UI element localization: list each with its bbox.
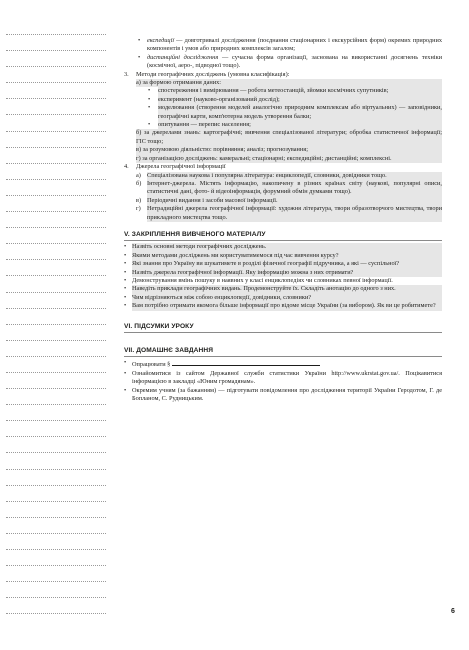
list-item: • Чим відрізняються між собою енциклопедії, довідники, словники? xyxy=(124,294,442,302)
bullet-icon: • xyxy=(124,268,127,276)
note-line xyxy=(6,195,106,196)
note-line xyxy=(6,82,106,83)
bullet-icon: • xyxy=(124,285,127,293)
note-line xyxy=(6,179,106,180)
bullet-icon: • xyxy=(124,243,127,251)
list-item-remote xyxy=(138,54,442,71)
note-line xyxy=(6,613,106,614)
sources-heading: 4. Джерела географічної інформації xyxy=(124,163,226,171)
list-item: • Назвіть основні методи географічних досліджень. xyxy=(124,243,442,251)
list-item: • моделювання (створення моделей аналогічно природним комплексам або віртуальних) — заповідники, географічні карти, комп'ютерна модель утворення балки; xyxy=(148,104,442,120)
bullet-icon: • xyxy=(148,87,151,95)
bullet-icon: • xyxy=(124,359,127,367)
notes-margin xyxy=(0,34,112,629)
list-item: • експеримент (науково-організований дослід); xyxy=(148,96,442,104)
lesson-content xyxy=(124,37,442,403)
list-item: • Назвіть джерела географічної інформації. Яку інформацію можна з них отримати? xyxy=(124,269,442,277)
list-item-expeditions xyxy=(138,37,442,54)
homework-list xyxy=(124,359,442,403)
methods-subpoint-a: а) за формою отримання даних: xyxy=(136,79,442,87)
note-line xyxy=(6,50,106,51)
note-line xyxy=(6,517,106,518)
note-line xyxy=(6,597,106,598)
note-line xyxy=(6,565,106,566)
note-line xyxy=(6,259,106,260)
bullet-icon: • xyxy=(124,293,127,301)
note-line xyxy=(6,147,106,148)
term-remote: дистанційні дослідження xyxy=(147,53,219,61)
note-line xyxy=(6,275,106,276)
note-line xyxy=(6,581,106,582)
note-line xyxy=(6,131,106,132)
note-line xyxy=(6,404,106,405)
methods-subpoint-b: б) за джерелами знань: картографічні; вивчення спеціалізованої літератури; обробка статистичної інформації; ГІС тощо; xyxy=(136,129,442,145)
note-line xyxy=(6,469,106,470)
note-line xyxy=(6,292,106,293)
note-line xyxy=(6,501,106,502)
note-line xyxy=(6,308,106,309)
bullet-icon: • xyxy=(124,386,127,394)
item-number: 4. xyxy=(124,163,129,171)
bullet-icon: • xyxy=(124,302,127,310)
sources-item: а) Спеціалізована наукова і популярна література: енциклопедії, словники, довідники тощо. xyxy=(136,172,442,180)
bullet-icon: • xyxy=(124,276,127,284)
methods-subpoint-g: г) за організацією досліджень: камеральні; стаціонарні; експедиційні; дистанційні; комплексні. xyxy=(136,155,442,163)
bullet-icon: • xyxy=(124,369,127,377)
note-line xyxy=(6,452,106,453)
list-item: • спостереження і вимірювання — робота метеостанцій, зйомки космічних супутників; xyxy=(148,87,442,95)
note-line xyxy=(6,436,106,437)
bullet-icon: • xyxy=(138,37,141,44)
answer-blank[interactable] xyxy=(172,359,320,366)
sources-item: в) Періодичні видання і засоби масової інформації. xyxy=(136,197,442,205)
note-line xyxy=(6,227,106,228)
note-line xyxy=(6,549,106,550)
note-line xyxy=(6,356,106,357)
bullet-icon: • xyxy=(138,53,141,61)
section-title-homework: VII. ДОМАШНЄ ЗАВДАННЯ xyxy=(124,347,442,357)
list-item: • Які знання про Україну ви шукатимете в розділі фізичної географії підручника, а які — суспільної? xyxy=(124,260,442,268)
bullet-icon: • xyxy=(124,251,127,259)
note-line xyxy=(6,34,106,35)
section-title-consolidation: V. ЗАКРІПЛЕННЯ ВИВЧЕНОГО МАТЕРІАЛУ xyxy=(124,231,442,241)
list-item: • Вам потрібно отримати якомога більше інформації про відоме місце України (за вибором). Як ви це робитимете? xyxy=(124,302,442,310)
note-line xyxy=(6,372,106,373)
list-item: • Якими методами досліджень ми користуватимемося під час вивчення курсу? xyxy=(124,252,442,260)
note-line xyxy=(6,211,106,212)
section-title-summary: VI. ПІДСУМКИ УРОКУ xyxy=(124,323,442,333)
note-line xyxy=(6,98,106,99)
definition-expeditions: — довготривалі дослідження (поєднання стаціонарних і екскурсійних форм) окремих природних компонентів і умов або природних комплексів загалом; xyxy=(147,37,442,53)
list-item: • Демонстрування вмінь пошуку в наявних у класі енциклопедіях чи словниках певної інформації. xyxy=(124,276,393,284)
bullet-icon: • xyxy=(148,121,151,129)
note-line xyxy=(6,420,106,421)
list-item: • Окремим учням (за бажанням) — підготувати повідомлення про дослідження території України Геродотом, Г. де Бопланом, С. Рудницьким. xyxy=(124,386,442,403)
note-line xyxy=(6,340,106,341)
sources-item: г) Нетрадиційні джерела географічної інформації: художня література, твори образотворчого мистецтва, твори прикладного мистецтва тощо. xyxy=(136,205,442,221)
definition-remote: — сучасна форма організації, заснована на використанні досягнень техніки (космічної, аеро-, підводної тощо). xyxy=(147,53,442,70)
note-line xyxy=(6,66,106,67)
list-item: • Наведіть приклади географічних видань. Продемонструйте їх. Складіть анотацію до одного з них. xyxy=(124,285,442,293)
page-number: 6 xyxy=(451,608,455,615)
list-item: • опитування — перепис населення; xyxy=(148,121,442,129)
sources-item: б) Інтернет-джерела. Містять інформацію, накопичену в різних країнах світу (наукові, популярні описи, статистичні дані, фото- й відеоінформація, форумний обмін думками тощо). xyxy=(136,179,442,196)
methods-subpoint-v: в) за розумовою діяльністю: порівняння; аналіз; прогнозування; xyxy=(136,146,442,154)
note-line xyxy=(6,533,106,534)
bullet-icon: • xyxy=(148,95,151,103)
consolidation-list xyxy=(124,243,442,310)
bullet-icon: • xyxy=(124,260,127,268)
note-line xyxy=(6,114,106,115)
note-line xyxy=(6,324,106,325)
methods-heading: 3. Методи географічних досліджень (умовна класифікація): xyxy=(124,70,290,78)
note-line xyxy=(6,243,106,244)
bullet-icon: • xyxy=(148,104,151,112)
item-number: 3. xyxy=(124,70,129,78)
note-line xyxy=(6,388,106,389)
note-line xyxy=(6,163,106,164)
note-line xyxy=(6,485,106,486)
term-expeditions: експедиції xyxy=(147,37,175,44)
list-item: • Ознайомитися із сайтом Державної служби статистики України http://www.ukrstat.gov.ua/. Поцікавитися інформацією в закладці «Юним громадянам». xyxy=(124,369,442,386)
list-item: • Опрацювати § xyxy=(124,359,442,369)
